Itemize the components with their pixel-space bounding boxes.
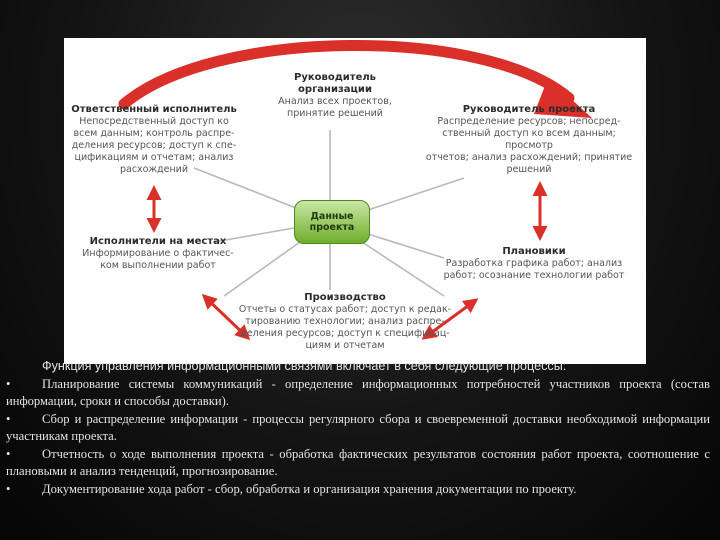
node-desc: Разработка графика работ; анализ работ; осознание технологии работ <box>443 258 625 281</box>
intro-text: Функция управления информационными связями включает в себя следующие процессы: <box>42 359 567 373</box>
list-item <box>6 376 710 411</box>
node-title: Ответственный исполнитель <box>71 104 237 115</box>
list-item <box>6 446 710 481</box>
node-title: Плановики <box>502 246 566 257</box>
node-title: Производство <box>304 292 386 303</box>
list-item-text: Планирование системы коммуникаций - определение информационных потребностей участников проекта (состав информации, сроки и способы доставки). <box>6 376 710 408</box>
node-planners <box>434 246 634 282</box>
node-title: Руководитель проекта <box>462 104 596 115</box>
node-responsible-executor <box>64 104 244 176</box>
node-production <box>220 292 470 352</box>
node-title: Руководитель организации <box>293 72 376 95</box>
bullet-glyph: • <box>6 446 11 461</box>
list-item-text: Отчетность о ходе выполнения проекта - обработка фактических результатов состояния работ проекта, соотношение с плановыми и анализ тенденций, прогнозирование. <box>6 446 710 478</box>
list-item <box>6 481 710 499</box>
bullet-glyph: • <box>6 376 11 391</box>
bullet-glyph: • <box>6 411 11 426</box>
list-item-text: Документирование хода работ - сбор, обработка и организация хранения документации по проекту. <box>42 481 577 496</box>
project-data-database: Данные проекта <box>294 200 370 244</box>
node-org-head <box>270 72 400 120</box>
diagram-panel <box>64 38 646 364</box>
node-desc: Анализ всех проектов, принятие решений <box>278 96 392 119</box>
node-title: Исполнители на местах <box>89 236 227 247</box>
list-item <box>6 411 710 446</box>
text-block <box>6 358 710 498</box>
spoke-bottom-right <box>362 242 444 296</box>
node-field-executors <box>68 236 248 272</box>
bullet-glyph: • <box>6 481 11 496</box>
node-desc: Отчеты о статусах работ; доступ к редак- тированию технологии; анализ распре- деления ресурсов; доступ к спецификац- циям и отчетам <box>238 304 452 351</box>
node-desc: Непосредственный доступ ко всем данным; контроль распре- деления ресурсов; доступ к спе- цификациям и отчетам; анализ расхождений <box>71 116 237 175</box>
node-project-manager <box>419 104 639 176</box>
node-desc: Информирование о фактичес- ком выполнении работ <box>82 248 234 271</box>
spoke-right <box>368 178 464 210</box>
list-item-text: Сбор и распределение информации - процессы регулярного сбора и своевременной доставки необходимой информации участникам проекта. <box>6 411 710 443</box>
node-desc: Распределение ресурсов; непосред- ственный доступ ко всем данным; просмотр отчетов; анализ расхождений; принятие решений <box>425 116 633 175</box>
